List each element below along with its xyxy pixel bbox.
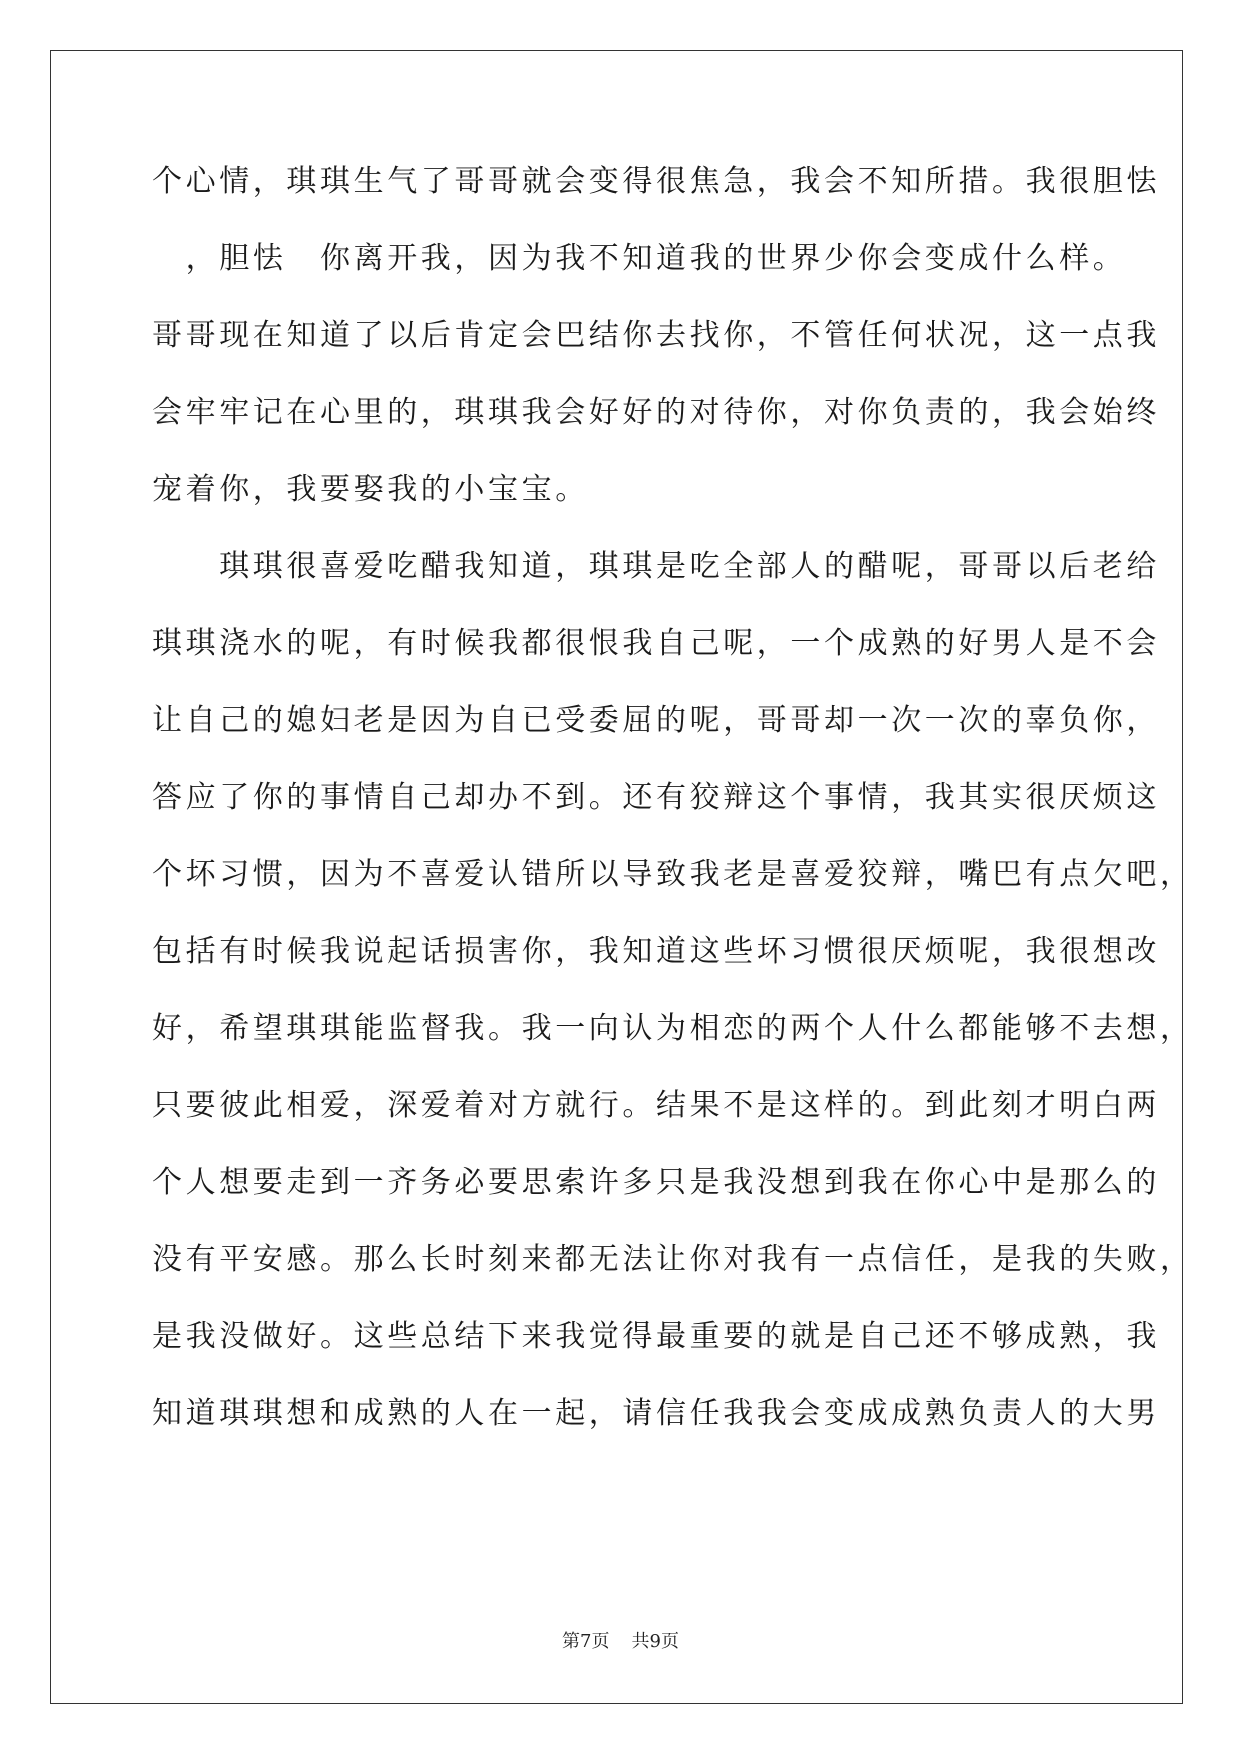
text-line: 个心情，琪琪生气了哥哥就会变得很焦急，我会不知所措。我很胆怯: [152, 164, 1160, 199]
page-footer: [0, 1627, 1241, 1653]
text-line: 琪琪浇水的呢，有时候我都很恨我自己呢，一个成熟的好男人是不会: [152, 626, 1160, 661]
text-line: 宠着你，我要娶我的小宝宝。: [152, 472, 589, 507]
text-line: 没有平安感。那么长时刻来都无法让你对我有一点信任，是我的失败，: [152, 1242, 1194, 1277]
text-line: 答应了你的事情自己却办不到。还有狡辩这个事情，我其实很厌烦这: [152, 780, 1160, 815]
text-line: ，胆怯 你离开我，因为我不知道我的世界少你会变成什么样。: [152, 241, 1127, 276]
text-line: 让自己的媳妇老是因为自已受委屈的呢，哥哥却一次一次的辜负你，: [152, 703, 1160, 738]
text-line: 好，希望琪琪能监督我。我一向认为相恋的两个人什么都能够不去想，: [152, 1011, 1194, 1046]
page-number: 第7页: [562, 1631, 610, 1652]
text-line: 是我没做好。这些总结下来我觉得最重要的就是自己还不够成熟，我: [152, 1319, 1160, 1354]
text-line: 哥哥现在知道了以后肯定会巴结你去找你，不管任何状况，这一点我: [152, 318, 1160, 353]
text-line: 琪琪很喜爱吃醋我知道，琪琪是吃全部人的醋呢，哥哥以后老给: [152, 549, 1160, 584]
text-line: 只要彼此相爱，深爱着对方就行。结果不是这样的。到此刻才明白两: [152, 1088, 1160, 1123]
text-line: 包括有时候我说起话损害你，我知道这些坏习惯很厌烦呢，我很想改: [152, 934, 1160, 969]
page-total: 共9页: [631, 1631, 679, 1652]
text-line: 个坏习惯，因为不喜爱认错所以导致我老是喜爱狡辩，嘴巴有点欠吧，: [152, 857, 1194, 892]
text-line: 知道琪琪想和成熟的人在一起，请信任我我会变成成熟负责人的大男: [152, 1396, 1160, 1431]
text-line: 会牢牢记在心里的，琪琪我会好好的对待你，对你负责的，我会始终: [152, 395, 1160, 430]
text-line: 个人想要走到一齐务必要思索许多只是我没想到我在你心中是那么的: [152, 1165, 1160, 1200]
